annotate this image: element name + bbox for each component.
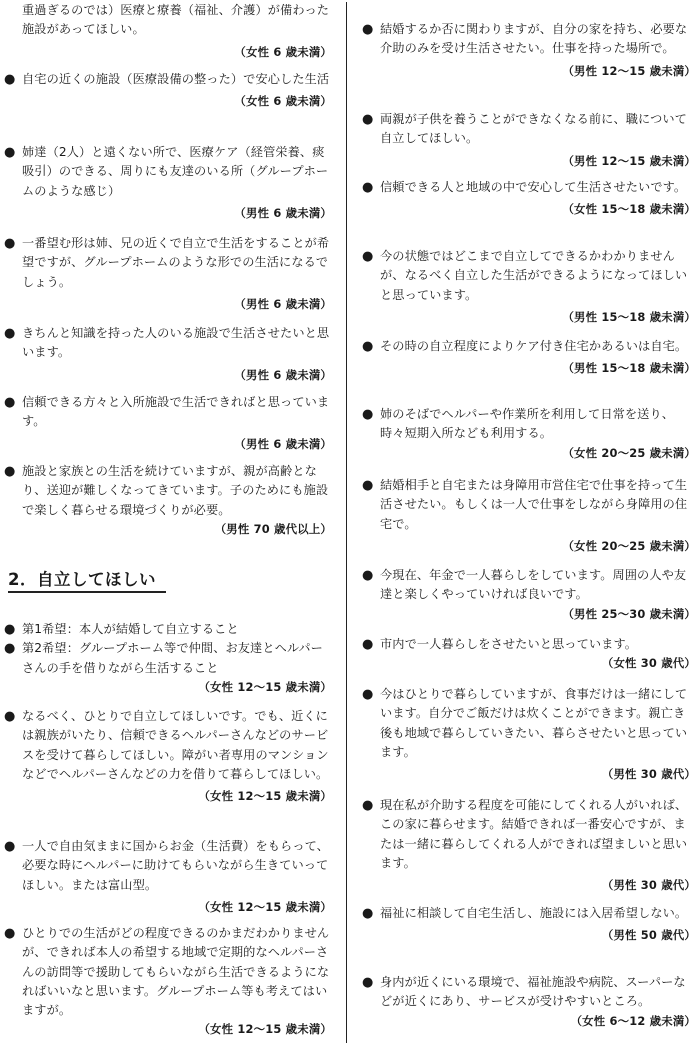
respondent-attribute: （女性 20～25 歳未満） bbox=[562, 538, 696, 553]
response-item bbox=[362, 247, 696, 326]
respondent-attribute: （女性 15～18 歳未満） bbox=[562, 202, 696, 217]
respondent-attribute: （女性 6 歳未満） bbox=[234, 94, 332, 109]
response-text: 姉達（2人）と遠くない所で、医療ケア（経管栄養、痰吸引）のできる、周りにも友達のいる所（グループホームのような感じ） bbox=[22, 145, 329, 198]
respondent-attribute: （男性 6 歳未満） bbox=[234, 205, 332, 220]
bullet-icon: ● bbox=[4, 236, 16, 251]
response-text: 信頼できる方々と入所施設で生活できればと思っています。 bbox=[22, 395, 330, 429]
response-text: きちんと知識を持った人のいる施設で生活させたいと思います。 bbox=[22, 326, 330, 360]
response-text: ひとりでの生活がどの程度できるのかまだわかりませんが、できれば本人の希望する地域で定期的なヘルパーさんの訪問等で援助してもらいながら生活できるようになればいいなと思います。グループホーム等も考えてはいますが。 bbox=[22, 926, 330, 1018]
response-text: 一人で自由気ままに国からお金（生活費）をもらって、必要な時にヘルパーに助けてもらいながら生きていってほしい。または富山型。 bbox=[22, 839, 329, 892]
respondent-attribute: （女性 20～25 歳未満） bbox=[562, 445, 696, 460]
response-text: 市内で一人暮らしをさせたいと思っています。 bbox=[380, 637, 638, 651]
response-text: 結婚相手と自宅または身障用市営住宅で仕事を持って生活させたい。もしくは一人で仕事をしながら身障用の住宅で。 bbox=[380, 478, 688, 531]
response-text: 今の状態ではどこまで自立してできるかわかりませんが、なるべく自立した生活ができるようになってほしいと思っています。 bbox=[380, 249, 688, 302]
bullet-icon: ● bbox=[362, 568, 374, 583]
bullet-icon: ● bbox=[362, 180, 374, 195]
response-text: 福祉に相談して自宅生活し、施設には入居希望しない。 bbox=[380, 906, 688, 920]
response-text: 身内が近くにいる環境で、福祉施設や病院、スーパーなどが近くにあり、サービスが受けやすいところ。 bbox=[380, 975, 686, 1009]
section-title: 2．自立してほしい bbox=[8, 566, 166, 593]
response-item bbox=[362, 405, 696, 462]
bullet-icon: ● bbox=[362, 975, 374, 990]
response-item bbox=[362, 178, 696, 218]
respondent-attribute: （男性 30 歳代） bbox=[601, 767, 696, 782]
bullet-icon: ● bbox=[362, 798, 374, 813]
respondent-attribute: （女性 30 歳代） bbox=[601, 656, 696, 671]
bullet-icon: ● bbox=[4, 326, 16, 341]
response-text: 一番望む形は姉、兄の近くで自立で生活をすることが希望ですが、グループホームのような形での生活になるでしょう。 bbox=[22, 236, 330, 289]
response-item bbox=[362, 796, 696, 894]
response-text: その時の自立程度によりケア付き住宅かあるいは自宅。 bbox=[380, 339, 688, 353]
response-text: 信頼できる人と地域の中で安心して生活させたいです。 bbox=[380, 180, 687, 194]
respondent-attribute: （女性 12～15 歳未満） bbox=[198, 789, 332, 804]
respondent-attribute: （男性 15～18 歳未満） bbox=[562, 361, 696, 376]
bullet-icon: ● bbox=[362, 637, 374, 652]
respondent-attribute: （男性 12～15 歳未満） bbox=[562, 153, 696, 168]
response-line: 第1希望：本人が結婚して自立すること bbox=[22, 622, 239, 636]
response-item bbox=[362, 973, 696, 1030]
column-divider bbox=[346, 2, 347, 1043]
respondent-attribute: （男性 25～30 歳未満） bbox=[562, 606, 696, 621]
bullet-icon: ● bbox=[4, 395, 16, 410]
response-item bbox=[4, 707, 332, 805]
respondent-attribute: （女性 12～15 歳未満） bbox=[198, 679, 332, 694]
response-item bbox=[4, 393, 332, 453]
response-item bbox=[4, 234, 332, 313]
response-item bbox=[4, 620, 332, 696]
response-item bbox=[4, 143, 332, 222]
response-line: 第2希望：グループホーム等で仲間、お友達とヘルパーさんの手を借りながら生活すること bbox=[22, 641, 323, 675]
bullet-icon: ● bbox=[4, 622, 16, 637]
response-text: 今現在、年金で一人暮らしをしています。周囲の人や友達と楽しくやっていければ良いです。 bbox=[380, 568, 687, 602]
respondent-attribute: （女性 6～12 歳未満） bbox=[570, 1013, 696, 1028]
response-item bbox=[4, 462, 332, 538]
bullet-icon: ● bbox=[4, 709, 16, 724]
response-text: なるべく、ひとりで自立してほしいです。でも、近くには親族がいたり、信頼できるヘルパーさんなどのサービスを受けて暮らしてほしい。障がい者専用のマンションなどでヘルパーさんなどの力を借りて暮らしてほしい。 bbox=[22, 709, 329, 781]
respondent-attribute: （男性 6 歳未満） bbox=[234, 296, 332, 311]
response-item bbox=[362, 635, 696, 672]
response-item bbox=[362, 476, 696, 555]
bullet-icon: ● bbox=[362, 339, 374, 354]
bullet-icon: ● bbox=[362, 687, 374, 702]
response-item bbox=[362, 110, 696, 170]
respondent-attribute: （女性 12～15 歳未満） bbox=[198, 1022, 332, 1037]
response-item bbox=[4, 837, 332, 916]
response-text: 今はひとりで暮らしていますが、食事だけは一緒にしています。自分でご飯だけは炊くことができます。親亡き後も地域で暮らしていきたい、暮らさせたいと思っています。 bbox=[380, 687, 688, 759]
response-text: 両親が子供を養うことができなくなる前に、職について自立してほしい。 bbox=[380, 112, 687, 146]
response-item bbox=[362, 337, 696, 377]
bullet-icon: ● bbox=[4, 839, 16, 854]
response-text: 自宅の近くの施設（医療設備の整った）で安心した生活 bbox=[22, 72, 330, 86]
respondent-attribute: （女性 12～15 歳未満） bbox=[198, 899, 332, 914]
bullet-icon: ● bbox=[362, 112, 374, 127]
respondent-attribute: （男性 15～18 歳未満） bbox=[562, 309, 696, 324]
response-item bbox=[362, 685, 696, 783]
respondent-attribute: （男性 70 歳代以上） bbox=[214, 521, 332, 536]
response-text: 重過ぎるのでは）医療と療養（福祉、介護）が備わった施設があってほしい。 bbox=[22, 3, 330, 37]
bullet-icon: ● bbox=[4, 464, 16, 479]
bullet-icon: ● bbox=[362, 407, 374, 422]
respondent-attribute: （男性 6 歳未満） bbox=[234, 436, 332, 451]
bullet-icon: ● bbox=[362, 906, 374, 921]
response-item bbox=[4, 924, 332, 1038]
respondent-attribute: （男性 50 歳代） bbox=[601, 928, 696, 943]
bullet-icon: ● bbox=[4, 641, 16, 657]
bullet-icon: ● bbox=[4, 145, 16, 160]
response-text: 姉のそばでヘルパーや作業所を利用して日常を送り、時々短期入所なども利用する。 bbox=[380, 407, 675, 441]
bullet-icon: ● bbox=[4, 72, 16, 87]
respondent-attribute: （男性 12～15 歳未満） bbox=[562, 63, 696, 78]
response-item bbox=[4, 324, 332, 384]
bullet-icon: ● bbox=[362, 22, 374, 37]
bullet-icon: ● bbox=[362, 249, 374, 264]
response-item bbox=[4, 70, 332, 110]
response-item bbox=[362, 20, 696, 80]
response-text: 現在私が介助する程度を可能にしてくれる人がいれば、この家に暮らせます。結婚できれば一番安心ですが、または一緒に暮らしてくれる人ができれば望ましいと思います。 bbox=[380, 798, 688, 870]
response-item bbox=[362, 904, 696, 944]
response-item bbox=[362, 566, 696, 623]
respondent-attribute: （男性 6 歳未満） bbox=[234, 367, 332, 382]
response-text: 施設と家族との生活を続けていますが、親が高齢となり、送迎が難しくなってきています。子のためにも施設で楽しく暮らせる環境づくりが必要。 bbox=[22, 464, 329, 517]
bullet-icon: ● bbox=[4, 926, 16, 941]
respondent-attribute: （男性 30 歳代） bbox=[601, 878, 696, 893]
bullet-icon: ● bbox=[362, 478, 374, 493]
response-text: 結婚するか否に関わりますが、自分の家を持ち、必要な介助のみを受け生活させたい。仕事を持った場所で。 bbox=[380, 22, 688, 56]
response-item bbox=[4, 1, 332, 61]
respondent-attribute: （女性 6 歳未満） bbox=[234, 44, 332, 59]
